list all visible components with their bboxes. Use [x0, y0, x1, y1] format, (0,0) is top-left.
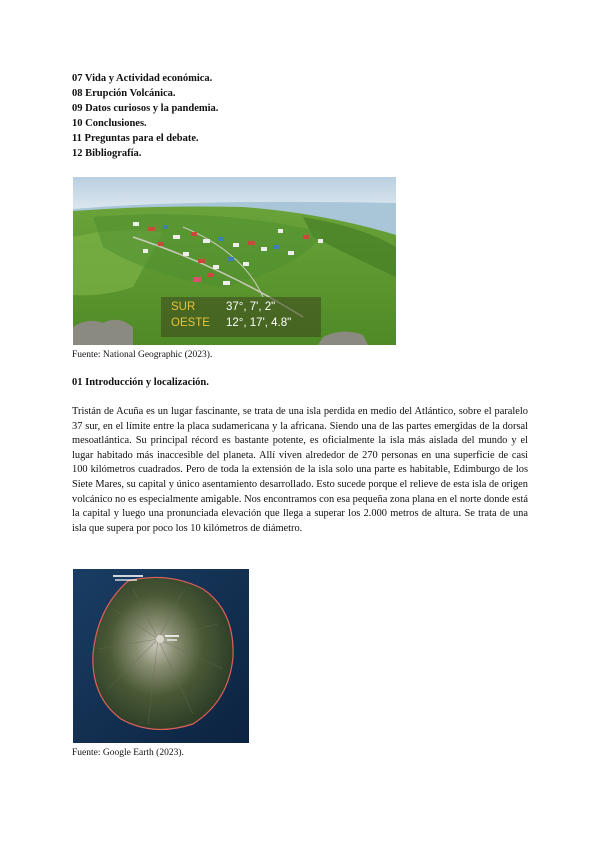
coordinates-overlay	[161, 297, 321, 337]
west-label: OESTE	[171, 317, 210, 329]
toc-item: 07 Vida y Actividad económica.	[72, 73, 213, 84]
intro-paragraph: Tristán de Acuña es un lugar fascinante, se trata de una isla perdida en medio del Atlántico, sobre el paralelo 37 sur, en el límite entre la placa sudamericana y la africana. Siendo una de las partes emergidas de la dorsal mesoatlántica. Su principal récord es bastante potente, es oficialmente la isla más aislada del mundo y el lugar habitado más inaccesible del planeta. Allí viven alrededor de 270 personas en una superficie de casi 100 kilómetros cuadrados. Pero de toda la extensión de la isla solo una parte es habitable, Edimburgo de los Siete Mares, su capital y único asentamiento desarrollado. Esto sucede porque el relieve de esta isla de origen volcánico no es especialmente amigable. Nos encontramos con esa pequeña zona plana en el norte donde está la capital y luego una pronunciada elevación que llega a superar los 2.000 metros de altura. Se trata de una isla que supera por poco los 10 kilómetros de diámetro.	[72, 406, 528, 534]
satellite-image-illustration	[73, 569, 249, 743]
toc-item: 09 Datos curiosos y la pandemia.	[72, 103, 219, 114]
island-satellite-image	[73, 569, 249, 743]
figure1-caption: Fuente: National Geographic (2023).	[72, 350, 213, 360]
island-aerial-photo	[73, 177, 396, 345]
south-label: SUR	[171, 301, 196, 313]
south-value: 37°, 7', 2"	[226, 301, 276, 313]
figure2-caption: Fuente: Google Earth (2023).	[72, 748, 184, 758]
toc-item: 10 Conclusiones.	[72, 118, 147, 129]
section-heading: 01 Introducción y localización.	[72, 377, 209, 388]
toc-item: 08 Erupción Volcánica.	[72, 88, 176, 99]
toc-item: 11 Preguntas para el debate.	[72, 133, 199, 144]
west-value: 12°, 17', 4.8"	[226, 317, 292, 329]
table-of-contents	[72, 71, 218, 161]
toc-item: 12 Bibliografía.	[72, 148, 142, 159]
